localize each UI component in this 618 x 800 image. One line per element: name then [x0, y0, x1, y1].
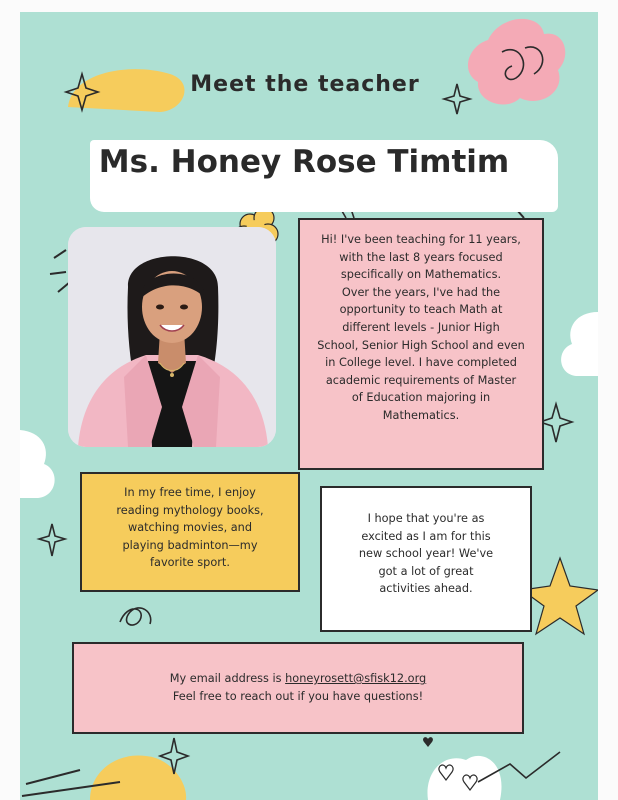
hobby-line: In my free time, I enjoy — [124, 486, 256, 499]
sparkle-icon — [540, 404, 572, 442]
intro-textbox — [298, 218, 544, 470]
cloud-shape — [20, 430, 55, 498]
cloud-shape — [427, 756, 501, 800]
intro-line: with the last 8 years focused — [339, 250, 503, 264]
hobby-line: watching movies, and — [127, 521, 253, 535]
hope-line: activities ahead. — [379, 582, 473, 596]
hope-textbox — [320, 486, 532, 632]
hobby-line: favorite sport. — [150, 556, 230, 570]
swirl-icon — [120, 608, 151, 625]
intro-line: specifically on Mathematics. — [340, 268, 502, 282]
intro-line: academic requirements of Master — [325, 373, 517, 387]
teacher-name: Ms. Honey Rose Timtim — [98, 144, 510, 180]
intro-line: Over the years, I've had the — [341, 285, 501, 299]
accent-strokes — [50, 250, 70, 292]
intro-line: of Education majoring in — [351, 391, 491, 405]
intro-line: opportunity to teach Math at — [339, 303, 503, 317]
hope-line: new school year! We've — [358, 547, 494, 561]
cloud-shape — [561, 312, 598, 376]
intro-line: Hi! I've been teaching for 11 years, — [321, 233, 521, 246]
intro-line: School, Senior High School and even — [317, 338, 525, 352]
sparkle-icon — [39, 524, 65, 556]
email-prefix: My email address is — [169, 672, 286, 685]
hope-line: excited as I am for this — [361, 529, 491, 543]
yellow-blob — [68, 69, 184, 112]
hobbies-textbox — [80, 472, 300, 592]
contact-textbox — [72, 642, 524, 734]
heart-icon — [423, 737, 433, 747]
intro-line: Mathematics. — [382, 408, 460, 422]
pink-petal-shape — [468, 19, 565, 105]
intro-line: different levels - Junior High — [342, 320, 500, 334]
page-subtitle: Meet the teacher — [190, 72, 420, 97]
hope-line: got a lot of great — [378, 564, 474, 578]
closing-line: Feel free to reach out if you have questions! — [172, 689, 424, 703]
hobby-line: reading mythology books, — [116, 503, 264, 517]
portrait-illustration — [68, 227, 276, 447]
teacher-photo — [68, 227, 276, 447]
hope-line: I hope that you're as — [367, 512, 485, 525]
intro-line: in College level. I have completed — [325, 356, 517, 370]
email-line — [84, 670, 512, 688]
email-link[interactable]: honeyrosett@sfisk12.org — [285, 672, 427, 685]
sparkle-icon — [444, 84, 470, 114]
star-icon — [522, 558, 598, 634]
hobby-line: playing badminton—my — [122, 538, 258, 552]
